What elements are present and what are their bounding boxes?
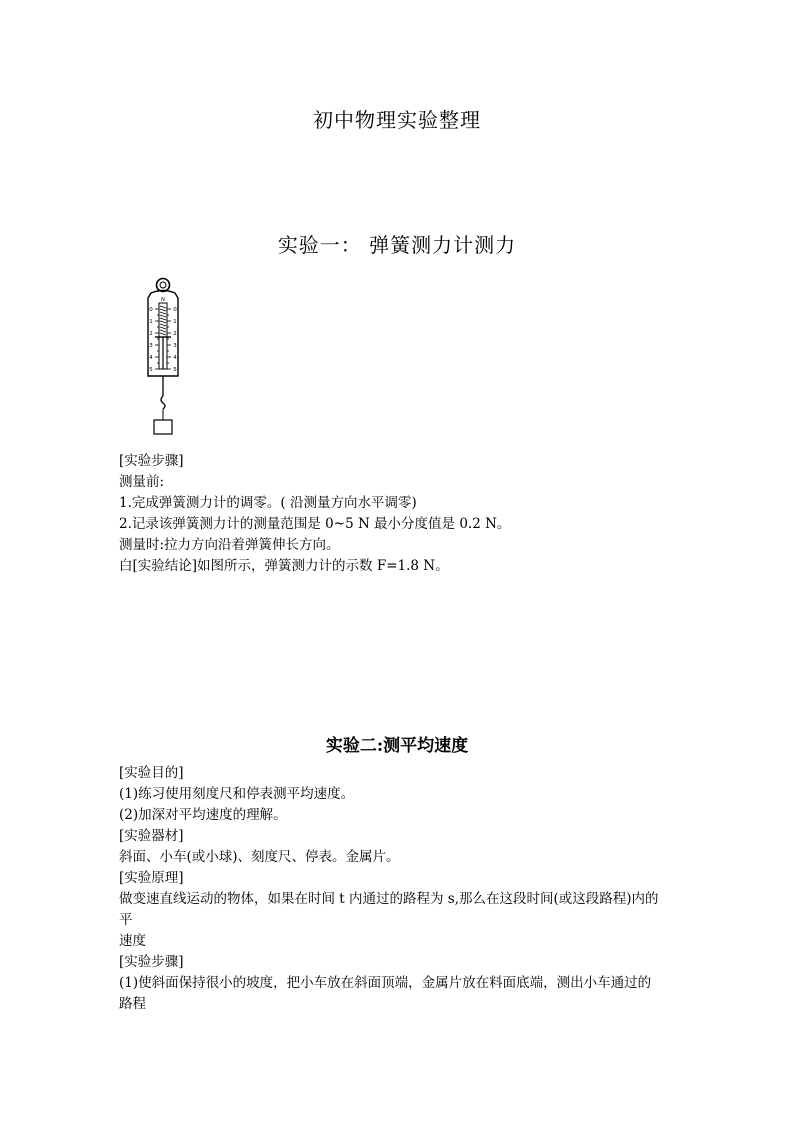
exp1-line-5: 白[实验结论]如图所示，弹簧测力计的示数 F=1.8 N。 [119,558,449,574]
exp2-line-6: 做变速直线运动的物体，如果在时间 t 内通过的路程为 s,那么在这段时间(或这段路程)内的 [119,891,659,907]
scale-label-right-4: 4 [173,355,177,361]
scale-label-right-1: 1 [173,319,177,325]
scale-label-left-0: 0 [149,307,153,313]
weight-block [154,420,172,434]
exp1-line-2: 1.完成弹簧测力计的调零。( 沿测量方向水平调零) [119,495,417,511]
scale-unit-label: N [161,297,165,303]
scale-label-right-2: 2 [173,331,177,337]
scale-label-right-0: 0 [173,307,177,313]
exp2-line-10: (1)使斜面保持很小的坡度，把小车放在斜面顶端，金属片放在料面底端，测出小车通过的 [119,975,652,991]
exp1-line-0: [实验步骤] [119,453,184,469]
scale-label-left-3: 3 [149,343,153,349]
exp2-line-7: 平 [119,912,133,928]
scale-ring [157,279,170,292]
experiment1-title: 实验一： 弹簧测力计测力 [277,233,517,257]
scale-label-left-2: 2 [149,331,153,337]
experiment1-content [119,451,719,577]
experiment2-title: 实验二:测平均速度 [325,736,469,756]
scale-label-left-5: 5 [149,367,153,373]
scale-label-left-4: 4 [149,355,153,361]
scale-hook [161,396,165,409]
exp2-line-4: 斜面、小车(或小球)、刻度尺、停表。金属片。 [119,849,400,865]
scale-label-right-5: 5 [173,367,177,373]
exp2-line-3: [实验器材] [119,828,184,844]
exp2-line-9: [实验步骤] [119,954,184,970]
exp2-line-2: (2)加深对平均速度的理解。 [119,807,287,823]
exp2-line-11: 路程 [119,996,146,1012]
experiment2-content [119,763,719,1015]
exp2-line-0: [实验目的] [119,765,184,781]
exp2-line-1: (1)练习使用刻度尺和停表测平均速度。 [119,786,355,802]
exp2-line-5: [实验原理] [119,870,184,886]
exp2-line-8: 速度 [119,933,146,949]
exp1-line-1: 测量前: [119,474,165,490]
exp1-line-4: 测量时:拉力方向沿着弹簧伸长方向。 [119,537,340,553]
document-title: 初中物理实验整理 [313,108,481,132]
spring-scale-icon [138,276,188,438]
scale-label-left-1: 1 [149,319,153,325]
scale-label-right-3: 3 [173,343,177,349]
exp1-line-3: 2.记录该弹簧测力计的测量范围是 0~5 N 最小分度值是 0.2 N。 [119,516,511,532]
